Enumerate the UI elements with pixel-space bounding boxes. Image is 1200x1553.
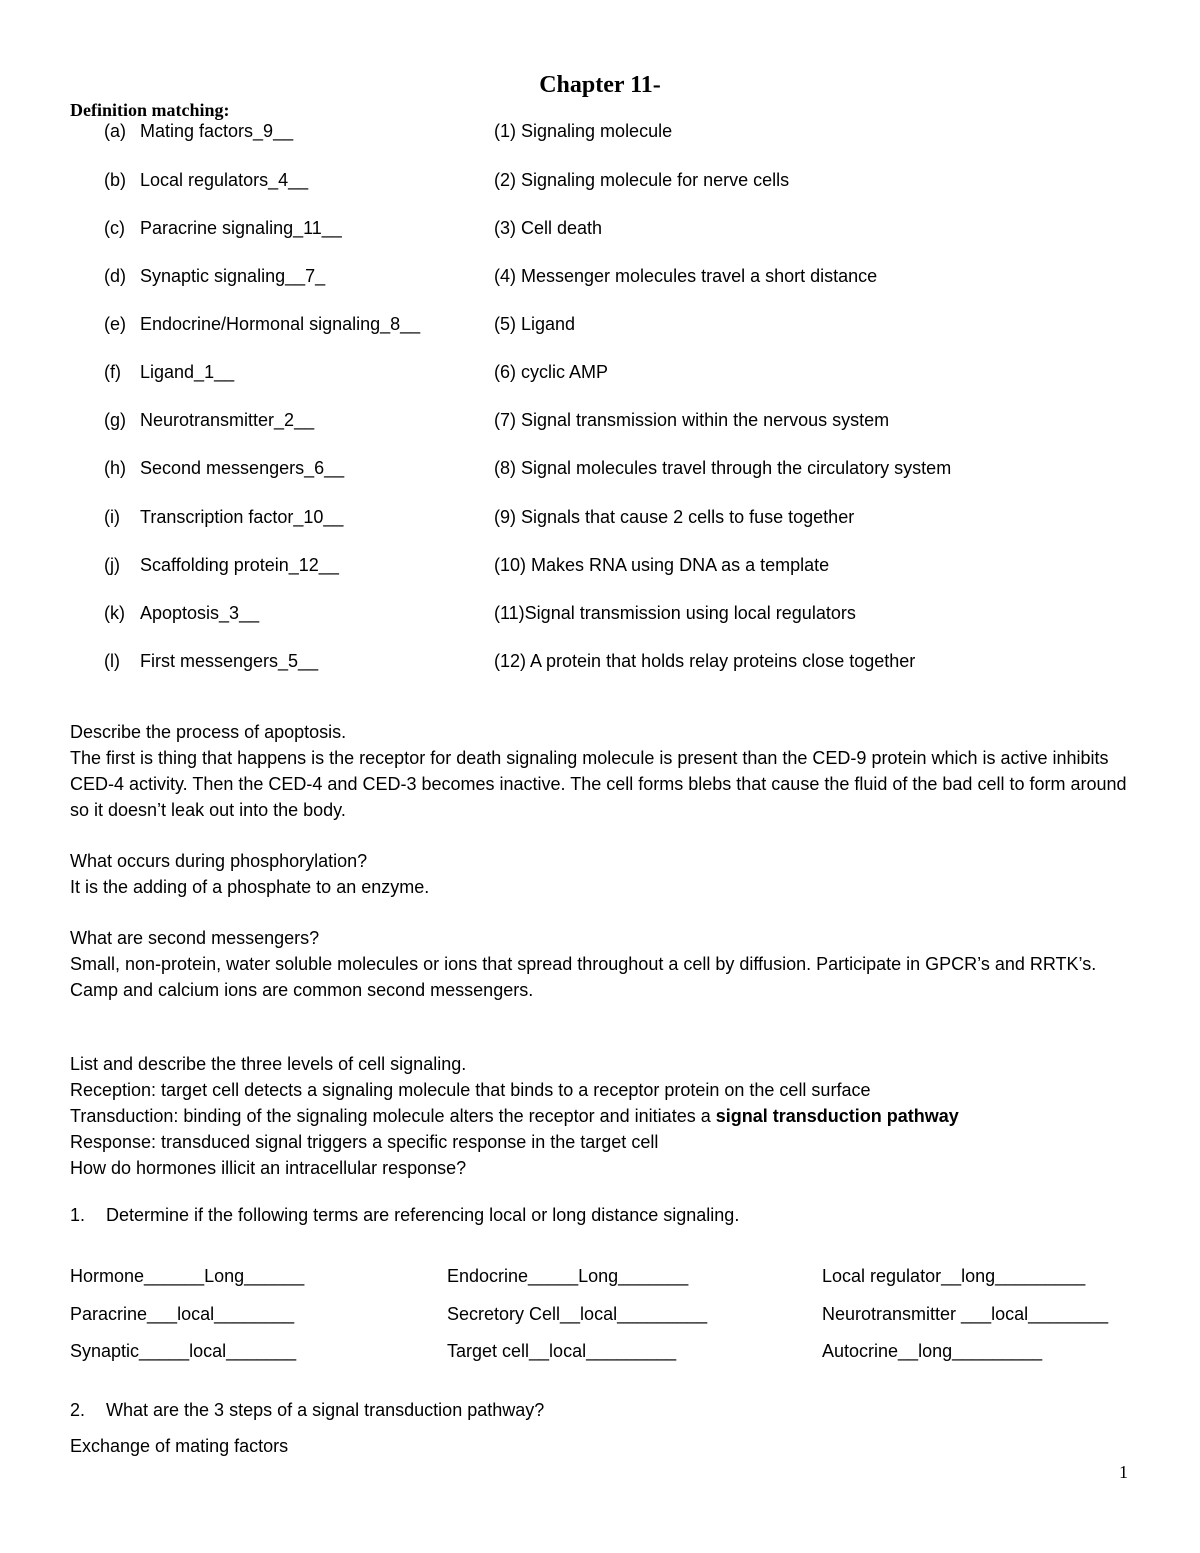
- signaling-term: Paracrine___local________: [70, 1304, 295, 1324]
- hormones-question: How do hormones illicit an intracellular response?: [70, 1158, 467, 1178]
- matching-left-item: (f) Ligand_1__: [104, 362, 235, 382]
- phosphorylation-section: [70, 848, 1134, 900]
- signaling-term: Autocrine__long_________: [822, 1341, 1043, 1361]
- matching-heading: Definition matching:: [70, 100, 230, 120]
- matching-right-item: (6) cyclic AMP: [494, 362, 609, 382]
- signaling-term: Endocrine_____Long_______: [447, 1266, 689, 1286]
- signaling-term: Synaptic_____local_______: [70, 1341, 297, 1361]
- matching-right-item: (9) Signals that cause 2 cells to fuse together: [494, 507, 855, 527]
- matching-right-item: (8) Signal molecules travel through the circulatory system: [494, 458, 952, 478]
- second-messengers-question: What are second messengers?: [70, 928, 320, 948]
- question-2-answer: Exchange of mating factors: [70, 1436, 289, 1456]
- question-2: 2. What are the 3 steps of a signal transduction pathway?: [70, 1400, 545, 1420]
- matching-right-item: (4) Messenger molecules travel a short distance: [494, 266, 878, 286]
- matching-left-item: (h) Second messengers_6__: [104, 458, 345, 478]
- matching-left-item: (a) Mating factors_9__: [104, 121, 294, 141]
- matching-right-item: (3) Cell death: [494, 218, 603, 238]
- phosphorylation-answer: It is the adding of a phosphate to an enzyme.: [70, 877, 430, 897]
- levels-section: [70, 1051, 1134, 1181]
- apoptosis-answer: The first is thing that happens is the receptor for death signaling molecule is present than the CED-9 protein which is active inhibits CED-4 activity. Then the CED-4 and CED-3 becomes inactive. The cell forms blebs that cause the fluid of the bad cell to form around so it doesn’t leak out into the body.: [70, 748, 1127, 820]
- matching-left-item: (g) Neurotransmitter_2__: [104, 410, 315, 430]
- matching-right-item: (12) A protein that holds relay proteins close together: [494, 651, 916, 671]
- reception-text: Reception: target cell detects a signaling molecule that binds to a receptor protein on the cell surface: [70, 1080, 871, 1100]
- signaling-term: Hormone______Long______: [70, 1266, 305, 1286]
- matching-right-item: (1) Signaling molecule: [494, 121, 673, 141]
- apoptosis-section: [70, 719, 1134, 823]
- apoptosis-question: Describe the process of apoptosis.: [70, 722, 347, 742]
- matching-right-item: (2) Signaling molecule for nerve cells: [494, 170, 790, 190]
- matching-left-item: (k) Apoptosis_3__: [104, 603, 260, 623]
- phosphorylation-question: What occurs during phosphorylation?: [70, 851, 368, 871]
- matching-left-item: (c) Paracrine signaling_11__: [104, 218, 342, 238]
- matching-left-item: (e) Endocrine/Hormonal signaling_8__: [104, 314, 421, 334]
- page-number: 1: [1119, 1462, 1128, 1482]
- matching-left-item: (b) Local regulators_4__: [104, 170, 309, 190]
- page-title: Chapter 11-: [539, 72, 661, 98]
- signaling-term: Neurotransmitter ___local________: [822, 1304, 1109, 1324]
- question-1: 1. Determine if the following terms are referencing local or long distance signaling.: [70, 1205, 740, 1225]
- levels-question: List and describe the three levels of cell signaling.: [70, 1054, 467, 1074]
- matching-right-item: (11)Signal transmission using local regulators: [494, 603, 856, 623]
- second-messengers-answer: Small, non-protein, water soluble molecules or ions that spread throughout a cell by diffusion. Participate in GPCR’s and RRTK’s. Camp and calcium ions are common second messengers.: [70, 954, 1097, 1000]
- second-messengers-section: [70, 925, 1134, 1003]
- matching-right-item: (5) Ligand: [494, 314, 576, 334]
- matching-right-item: (10) Makes RNA using DNA as a template: [494, 555, 830, 575]
- matching-right-item: (7) Signal transmission within the nervous system: [494, 410, 890, 430]
- transduction-bold-term: signal transduction pathway: [715, 1106, 959, 1126]
- signaling-term: Target cell__local_________: [447, 1341, 677, 1361]
- signaling-term: Local regulator__long_________: [822, 1266, 1086, 1286]
- matching-left-item: (d) Synaptic signaling__7_: [104, 266, 326, 286]
- transduction-text: Transduction: binding of the signaling molecule alters the receptor and initiates a signal transduction pathway: [70, 1106, 959, 1126]
- matching-left-item: (i) Transcription factor_10__: [104, 507, 344, 527]
- matching-left-item: (j) Scaffolding protein_12__: [104, 555, 339, 575]
- signaling-term: Secretory Cell__local_________: [447, 1304, 708, 1324]
- matching-left-item: (l) First messengers_5__: [104, 651, 319, 671]
- response-text: Response: transduced signal triggers a specific response in the target cell: [70, 1132, 659, 1152]
